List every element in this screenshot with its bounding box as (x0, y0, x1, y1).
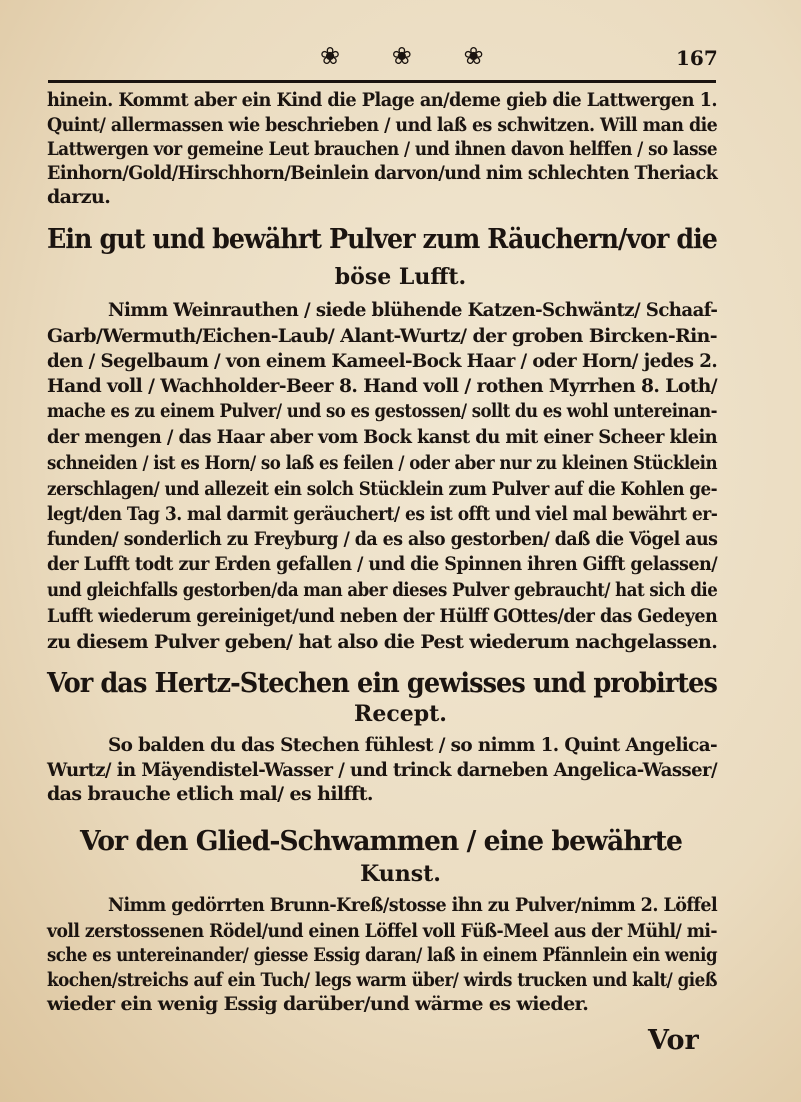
text-line: das brauche etlich mal/ es hilfft. (47, 783, 373, 805)
text-line: Garb/Wermuth/Eichen-Laub/ Alant-Wurtz/ der groben Bircken-Rin- (47, 325, 717, 347)
text-line: Wurtz/ in Mäyendistel-Wasser / und trinck darneben Angelica-Wasser/ (47, 759, 717, 781)
text-line: Hand voll / Wachholder-Beer 8. Hand voll / rothen Myrrhen 8. Loth/ (47, 375, 717, 397)
page-number: 167 (676, 46, 718, 70)
text-line: der mengen / das Haar aber vom Bock kanst du mit einer Scheer klein (47, 426, 718, 448)
catchword: Vor (648, 1025, 699, 1056)
section-heading-cont: Recept. (354, 701, 447, 727)
text-line: mache es zu einem Pulver/ und so es gestossen/ sollt du es wohl untereinan- (47, 400, 717, 422)
text-line: Lattwergen vor gemeine Leut brauchen / und ihnen davon helffen / so lasse (47, 138, 718, 160)
text-line: hinein. Kommt aber ein Kind die Plage an/deme gieb die Lattwergen 1. (47, 89, 717, 111)
text-line: Quint/ allermassen wie beschrieben / und laß es schwitzen. Will man die (47, 114, 718, 136)
text-line: zu diesem Pulver geben/ hat also die Pest wiederum nachgelassen. (47, 631, 718, 653)
text-line: schneiden / ist es Horn/ so laß es feilen / oder aber nur zu kleinen Stücklein (47, 452, 718, 474)
section-heading-cont: Kunst. (360, 861, 441, 887)
text-line: Einhorn/Gold/Hirschhorn/Beinlein darvon/und nim schlechten Theriack (47, 162, 718, 184)
header-rule (48, 80, 716, 83)
text-line: wieder ein wenig Essig darüber/und wärme es wieder. (47, 993, 589, 1015)
text-line: Lufft wiederum gereiniget/und neben der Hülff GOttes/der das Gedeyen (47, 605, 718, 627)
header-ornament: ❀ ❀ ❀ (320, 42, 506, 70)
text-line: zerschlagen/ und allezeit ein solch Stücklein zum Pulver auf die Kohlen ge- (47, 478, 717, 500)
text-line: legt/den Tag 3. mal darmit geräuchert/ es ist offt und viel mal bewährt er- (47, 503, 718, 525)
text-line: Nimm gedörrten Brunn-Kreß/stosse ihn zu Pulver/nimm 2. Löffel (108, 894, 718, 916)
text-line: funden/ sonderlich zu Freyburg / da es also gestorben/ daß die Vögel aus (47, 528, 718, 550)
text-line: Nimm Weinrauthen / siede blühende Katzen-Schwäntz/ Schaaf- (108, 299, 718, 321)
text-line: So balden du das Stechen fühlest / so nimm 1. Quint Angelica- (108, 734, 718, 756)
text-line: und gleichfalls gestorben/da man aber dieses Pulver gebraucht/ hat sich die (47, 579, 718, 601)
text-line: kochen/streichs auf ein Tuch/ legs warm über/ wirds trucken und kalt/ gieß (47, 969, 717, 991)
section-heading-cont: böse Lufft. (334, 264, 467, 290)
text-line: der Lufft todt zur Erden gefallen / und die Spinnen ihren Gifft gelassen/ (47, 553, 718, 575)
section-heading: Vor den Glied-Schwammen / eine bewährte (80, 826, 682, 857)
section-heading: Vor das Hertz-Stechen ein gewisses und probirtes (47, 668, 717, 699)
section-heading: Ein gut und bewährt Pulver zum Räuchern/vor die (47, 224, 717, 255)
text-line: den / Segelbaum / von einem Kameel-Bock Haar / oder Horn/ jedes 2. (47, 350, 718, 372)
text-line: darzu. (47, 186, 111, 208)
text-line: voll zerstossenen Rödel/und einen Löffel voll Füß-Meel aus der Mühl/ mi- (47, 920, 718, 942)
text-line: sche es untereinander/ giesse Essig daran/ laß in einem Pfännlein ein wenig (47, 944, 717, 966)
